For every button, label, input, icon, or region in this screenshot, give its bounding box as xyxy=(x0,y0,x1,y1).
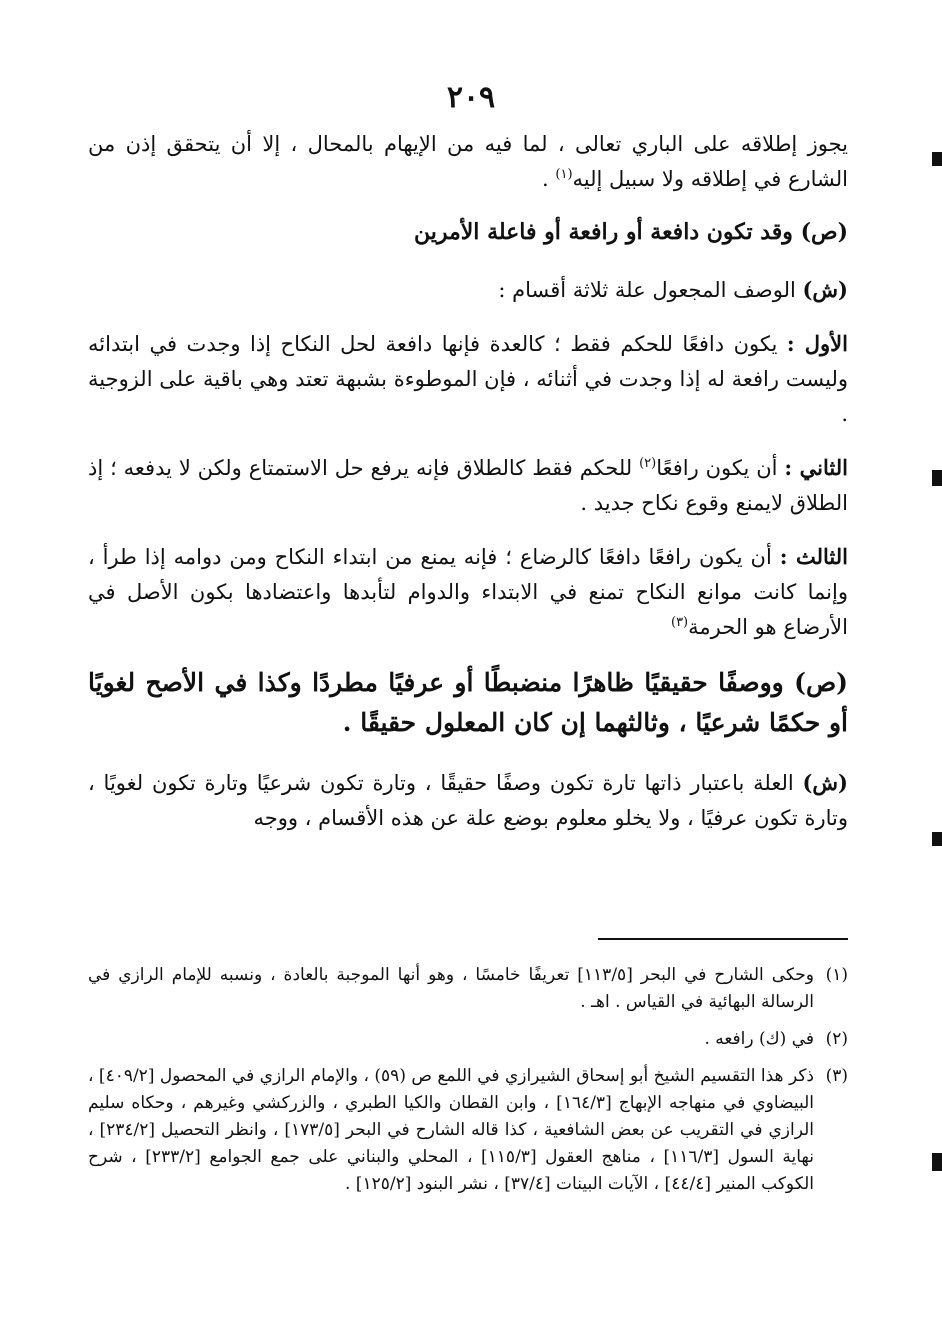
matn-statement xyxy=(88,663,848,743)
paragraph xyxy=(88,450,848,521)
paragraph xyxy=(88,765,848,836)
footnote-number: (٢) xyxy=(825,1029,848,1049)
footnote xyxy=(88,962,848,1016)
footnote-ref[interactable]: (٢) xyxy=(639,456,657,471)
footnote-number: (١) xyxy=(825,965,848,985)
footnote-ref[interactable]: (٣) xyxy=(670,615,689,630)
page-number: ٢٠٩ xyxy=(446,80,496,115)
paragraph-lead: الثاني : xyxy=(784,455,848,480)
paragraph-text: أن يكون رافعًا xyxy=(656,456,785,480)
paragraph xyxy=(88,126,848,197)
footnote-text: وحكى الشارح في البحر [١١٣/٥] تعريفًا خامسًا ، وهو أنها الموجبة بالعادة ، ونسبه للإمام الرازي في الرسالة البهائية في القياس . اهـ . xyxy=(88,965,815,1012)
paragraph-lead: (ص) xyxy=(794,668,848,697)
footnote-divider xyxy=(598,938,848,940)
footnote-ref[interactable]: (١) xyxy=(555,167,573,182)
paragraph-text: الوصف المجعول علة ثلاثة أقسام : xyxy=(498,278,803,302)
footnote-text: ذكر هذا التقسيم الشيخ أبو إسحاق الشيرازي في اللمع ص (٥٩) ، والإمام الرازي في المحصول [٤٠٩/٢] ، البيضاوي في منهاجه الإبهاج [١٦٤/٣] ، وابن القطان والكيا الطبري ، والزركشي وغيرهم ، وحكاه سليم الرازي في التقريب عن بعض الشافعية ، كذا قاله الشارح في البحر [١٧٣/٥] ، وانظر التحصيل [٢٣٤/٢] ، نهاية السول [١١٦/٣] ، مناهج العقول [١١٥/٣] ، المحلي والبناني على جمع الجوامع [٢٣٣/٢] ، شرح الكوكب المنير [٤٤/٤] ، الآيات البينات [٣٧/٤] ، نشر البنود [١٢٥/٢] . xyxy=(88,1066,815,1194)
paragraph-text: وقد تكون دافعة أو رافعة أو فاعلة الأمرين xyxy=(413,219,801,245)
paragraph-lead: (ش) xyxy=(802,770,848,795)
paragraph-lead: (ص) xyxy=(800,219,848,245)
paragraph-text: أن يكون رافعًا دافعًا كالرضاع ؛ فإنه يمنع من ابتداء النكاح ومن دوامه إذا طرأ ، وإنما كانت موانع النكاح تمنع في الابتداء والدوام لتأبدها واعتضادها بكون الأصل في الأرضاع هو الحرمة xyxy=(88,545,848,639)
paragraph-text-after: للحكم فقط كالطلاق فإنه يرفع حل الاستمتاع ولكن لا يدفعه ؛ إذ الطلاق لايمنع وقوع نكاح جديد . xyxy=(88,456,848,515)
paragraph-lead: (ش) xyxy=(802,277,848,302)
paragraph-text-after: . xyxy=(542,167,556,191)
paragraph-lead: الثالث : xyxy=(779,544,848,569)
paragraph xyxy=(88,272,848,308)
scan-edge-mark xyxy=(932,152,942,166)
paragraph-text: يكون دافعًا للحكم فقط ؛ كالعدة فإنها دافعة لحل النكاح إذا وجدت في ابتدائه وليست رافعة له إذا وجدت في أثنائه ، فإن الموطوءة بشبهة تعتد وهي باقية على الزوجية . xyxy=(88,332,848,426)
scan-edge-mark xyxy=(932,1153,942,1171)
footnotes xyxy=(88,962,848,1208)
footnote xyxy=(88,1063,848,1198)
paragraph-text: ووصفًا حقيقيًا ظاهرًا منضبطًا أو عرفيًا مطردًا وكذا في الأصح لغويًا أو حكمًا شرعيًا ، وثالثهما إن كان المعلول حقيقًا . xyxy=(88,668,848,737)
paragraph-text: يجوز إطلاقه على الباري تعالى ، لما فيه من الإيهام بالمحال ، إلا أن يتحقق إذن من الشارع في إطلاقه ولا سبيل إليه xyxy=(88,132,848,191)
scan-edge-mark xyxy=(932,470,942,486)
scan-edge-mark xyxy=(932,832,942,846)
paragraph-lead: الأول : xyxy=(786,331,848,356)
body-text xyxy=(88,126,848,854)
paragraph xyxy=(88,326,848,432)
paragraph xyxy=(88,539,848,645)
footnote-text: في (ك) رافعه . xyxy=(704,1029,814,1049)
footnote xyxy=(88,1026,848,1053)
footnote-number: (٣) xyxy=(825,1066,848,1086)
matn-statement xyxy=(88,215,848,250)
paragraph-text: العلة باعتبار ذاتها تارة تكون وصفًا حقيقًا ، وتارة تكون شرعيًا وتارة تكون لغويًا ، وتارة تكون عرفيًا ، ولا يخلو معلوم بوضع علة عن هذه الأقسام ، ووجه xyxy=(88,771,848,830)
